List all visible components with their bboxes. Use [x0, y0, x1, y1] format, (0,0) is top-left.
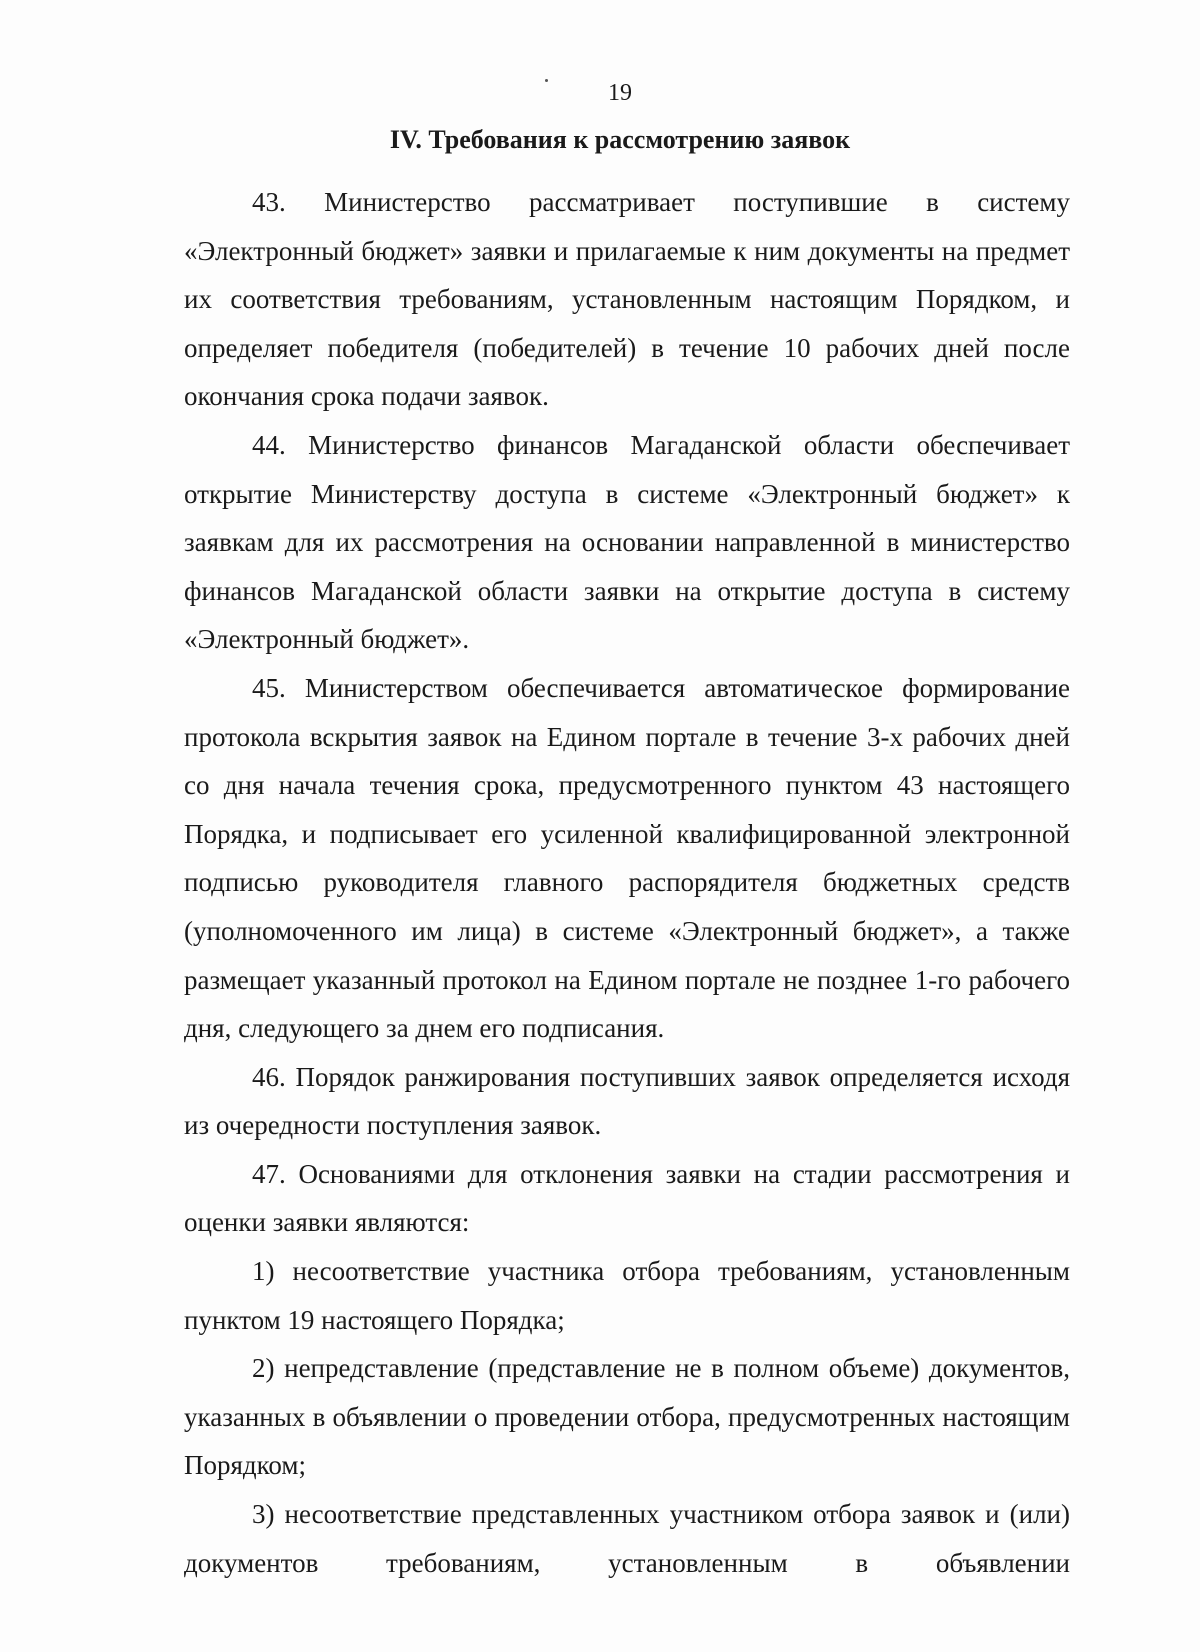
paragraph-45: 45. Министерством обеспечивается автоматическое формирование протокола вскрытия заявок на Едином портале в течение 3-х рабочих дней со дня начала течения срока, предусмотренного пунктом 43 настоящего Порядка, и подписывает его усиленной квалифицированной электронной подписью руководителя главного распорядителя бюджетных средств (уполномоченного им лица) в системе «Электронный бюджет», а также размещает указанный протокол на Едином портале не позднее 1-го рабочего дня, следующего за днем его подписания.: [184, 672, 1070, 1044]
list-item-2: 2) непредставление (представление не в полном объеме) документов, указанных в объявлении о проведении отбора, предусмотренных настоящим Порядком;: [184, 1353, 1070, 1481]
document-body: [184, 178, 1070, 1587]
list-item-3: 3) несоответствие представленных участником отбора заявок и (или) документов требованиям, установленным в объявлении: [184, 1499, 1070, 1578]
paragraph-44: 44. Министерство финансов Магаданской области обеспечивает открытие Министерству доступа в системе «Электронный бюджет» к заявкам для их рассмотрения на основании направленной в министерство финансов Магаданской области заявки на открытие доступа в систему «Электронный бюджет».: [184, 429, 1070, 655]
section-title: IV. Требования к рассмотрению заявок: [389, 125, 851, 154]
paragraph-46: 46. Порядок ранжирования поступивших заявок определяется исходя из очередности поступления заявок.: [184, 1061, 1070, 1141]
paragraph-47: 47. Основаниями для отклонения заявки на стадии рассмотрения и оценки заявки являются:: [184, 1158, 1070, 1238]
paragraph-43: 43. Министерство рассматривает поступившие в систему «Электронный бюджет» заявки и прилагаемые к ним документы на предмет их соответствия требованиям, установленным настоящим Порядком, и определяет победителя (победителей) в течение 10 рабочих дней после окончания срока подачи заявок.: [184, 187, 1070, 412]
list-item-1: 1) несоответствие участника отбора требованиям, установленным пунктом 19 настоящего Порядка;: [184, 1256, 1070, 1335]
page-number: 19: [608, 80, 632, 106]
